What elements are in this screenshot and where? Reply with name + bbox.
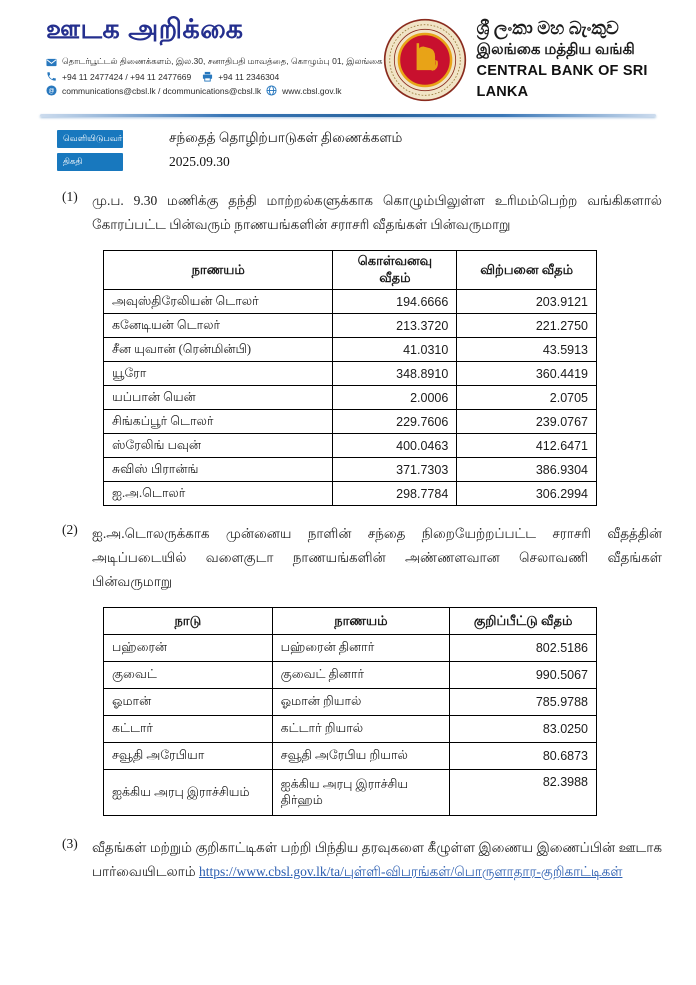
table-row — [104, 290, 597, 314]
currency-name: சவூதி அரேபிய றியால் — [272, 743, 450, 770]
country-name: கட்டார் — [104, 716, 273, 743]
paragraph-2-number: (2) — [62, 522, 78, 538]
envelope-icon — [46, 57, 57, 68]
col-header-indicative-rate: குறிப்பீட்டு வீதம் — [450, 608, 597, 635]
svg-text:@: @ — [48, 88, 55, 95]
table-row — [104, 743, 597, 770]
issuer-value: சந்தைத் தொழிற்பாடுகள் திணைக்களம் — [169, 130, 403, 146]
selling-rate: 360.4419 — [457, 362, 597, 386]
indicative-rate: 785.9788 — [450, 689, 597, 716]
table-row — [104, 635, 597, 662]
country-name: ஐக்கிய அரபு இராச்சியம் — [104, 770, 273, 816]
table-row — [104, 458, 597, 482]
paragraph-2-text: ஐ.அ.டொலருக்காக முன்னைய நாளின் சந்தை நிறையேற்றப்பட்ட சராசரி வீதத்தின் அடிப்படையில் வளைகுடா நாணயங்களின் அண்ணளவான செலாவணி வீதங்கள் பின்வருமாறு — [92, 526, 662, 589]
paragraph-1-number: (1) — [62, 189, 78, 205]
currency-name: அவுஸ்திரேலியன் டொலர் — [104, 290, 333, 314]
phone-line — [46, 71, 383, 82]
selling-rate: 2.0705 — [457, 386, 597, 410]
col-header-selling: விற்பனை வீதம் — [457, 251, 597, 290]
indicative-rate: 82.3988 — [450, 770, 597, 816]
email-icon — [46, 85, 57, 96]
address-text: தொடர்பூட்டல் திணைக்களம், இல.30, சனாதிபதி மாவத்தை, கொழும்பு 01, இலங்கை — [62, 56, 383, 66]
bank-identity — [383, 12, 656, 104]
buying-rate: 213.3720 — [333, 314, 457, 338]
buying-rate: 41.0310 — [333, 338, 457, 362]
table-row — [104, 362, 597, 386]
website-url: www.cbsl.gov.lk — [282, 85, 342, 96]
buying-rate: 2.0006 — [333, 386, 457, 410]
currency-name: ஐக்கிய அரபு இராச்சிய திர்ஹம் — [272, 770, 450, 816]
country-name: சவூதி அரேபியா — [104, 743, 273, 770]
email-addresses: communications@cbsl.lk / dcommunications@cbsl.lk — [62, 85, 262, 96]
cbsl-seal-logo — [383, 18, 467, 102]
table-row — [104, 434, 597, 458]
selling-rate: 412.6471 — [457, 434, 597, 458]
currency-name: யூரோ — [104, 362, 333, 386]
table-row — [104, 689, 597, 716]
document-header — [40, 12, 656, 104]
paragraph-1-text: மு.ப. 9.30 மணிக்கு தந்தி மாற்றல்களுக்காக கொழும்பிலுள்ள உரிமம்பெற்ற வங்கிகளால் கோரப்பட்ட பின்வரும் நாணயங்களின் சராசரி வீதங்கள் பின்வருமாறு — [92, 193, 662, 232]
selling-rate: 43.5913 — [457, 338, 597, 362]
indicative-rate: 83.0250 — [450, 716, 597, 743]
paragraph-2 — [62, 522, 662, 593]
indicative-rate: 802.5186 — [450, 635, 597, 662]
currency-name: குவைட் தினார் — [272, 662, 450, 689]
table-row — [104, 314, 597, 338]
paragraph-1 — [62, 189, 662, 236]
col-header-currency: நாணயம் — [272, 608, 450, 635]
statistics-link[interactable]: https://www.cbsl.gov.lk/ta/புள்ளி-விபரங்கள்/பொருளாதார-குறிகாட்டிகள் — [198, 863, 623, 879]
currency-name: கனேடியன் டொலர் — [104, 314, 333, 338]
table-row — [104, 386, 597, 410]
buying-rate: 194.6666 — [333, 290, 457, 314]
col-header-buying: கொள்வனவு வீதம் — [333, 251, 457, 290]
globe-icon — [266, 85, 277, 96]
bank-name-block — [477, 16, 656, 104]
currency-name: சுவிஸ் பிரான்ங் — [104, 458, 333, 482]
buying-rate: 348.8910 — [333, 362, 457, 386]
buying-rate: 371.7303 — [333, 458, 457, 482]
phone-numbers: +94 11 2477424 / +94 11 2477669 — [62, 71, 192, 82]
indicative-rate: 80.6873 — [450, 743, 597, 770]
currency-name: சீன யுவான் (ரென்மின்பி) — [104, 338, 333, 362]
bank-name-sinhala: ශ්‍රී ලංකා මහ බැංකුව — [476, 18, 619, 38]
currency-name: யப்பான் யென் — [104, 386, 333, 410]
table-row — [104, 410, 597, 434]
currency-name: ஐ.அ.டொலர் — [104, 482, 333, 506]
buying-rate: 400.0463 — [333, 434, 457, 458]
phone-icon — [46, 71, 57, 82]
paragraph-3 — [62, 836, 662, 883]
selling-rate: 386.9304 — [457, 458, 597, 482]
date-row — [57, 153, 656, 171]
bank-name-english: CENTRAL BANK OF SRI LANKA — [476, 62, 648, 101]
table-row — [104, 482, 597, 506]
buying-rate: 229.7606 — [333, 410, 457, 434]
exchange-rates-table — [103, 250, 597, 506]
table-header-row — [104, 251, 597, 290]
currency-name: சிங்கப்பூர் டொலர் — [104, 410, 333, 434]
masthead — [40, 12, 383, 96]
selling-rate: 306.2994 — [457, 482, 597, 506]
page-title: ஊடக அறிக்கை — [46, 14, 244, 44]
currency-name: கட்டார் றியால் — [272, 716, 450, 743]
currency-name: பஹ்ரைன் தினார் — [272, 635, 450, 662]
issuer-badge: வெளியிடுபவர் — [57, 130, 123, 148]
table-row — [104, 662, 597, 689]
col-header-currency: நாணயம் — [104, 251, 333, 290]
table-row — [104, 338, 597, 362]
header-divider — [40, 114, 656, 117]
paragraph-3-prefix: வீதங்கள் மற்றும் குறிகாட்டிகள் பற்றி பிந்திய தரவுகளை கீழுள்ள இணைய இணைப்பின் ஊடாக பார்வையிடலாம் — [92, 840, 662, 879]
web-line — [46, 85, 383, 96]
address-line — [46, 56, 383, 68]
selling-rate: 239.0767 — [457, 410, 597, 434]
release-meta — [57, 130, 656, 171]
paragraph-3-text — [92, 836, 662, 883]
date-badge: திகதி — [57, 153, 123, 171]
indicative-rate: 990.5067 — [450, 662, 597, 689]
selling-rate: 221.2750 — [457, 314, 597, 338]
country-name: குவைட் — [104, 662, 273, 689]
fax-number: +94 11 2346304 — [218, 71, 280, 82]
country-name: பஹ்ரைன் — [104, 635, 273, 662]
fax-icon — [202, 71, 213, 82]
gulf-currency-rates-table — [103, 607, 597, 816]
table-row — [104, 770, 597, 816]
currency-name: ஸ்ரேலிங் பவுன் — [104, 434, 333, 458]
country-name: ஓமான் — [104, 689, 273, 716]
issuer-row — [57, 130, 656, 148]
buying-rate: 298.7784 — [333, 482, 457, 506]
currency-name: ஓமான் றியால் — [272, 689, 450, 716]
date-value: 2025.09.30 — [169, 154, 230, 170]
table-row — [104, 716, 597, 743]
paragraph-3-number: (3) — [62, 836, 78, 852]
bank-name-tamil: இலங்கை மத்திய வங்கி — [476, 42, 635, 59]
col-header-country: நாடு — [104, 608, 273, 635]
selling-rate: 203.9121 — [457, 290, 597, 314]
table-header-row — [104, 608, 597, 635]
